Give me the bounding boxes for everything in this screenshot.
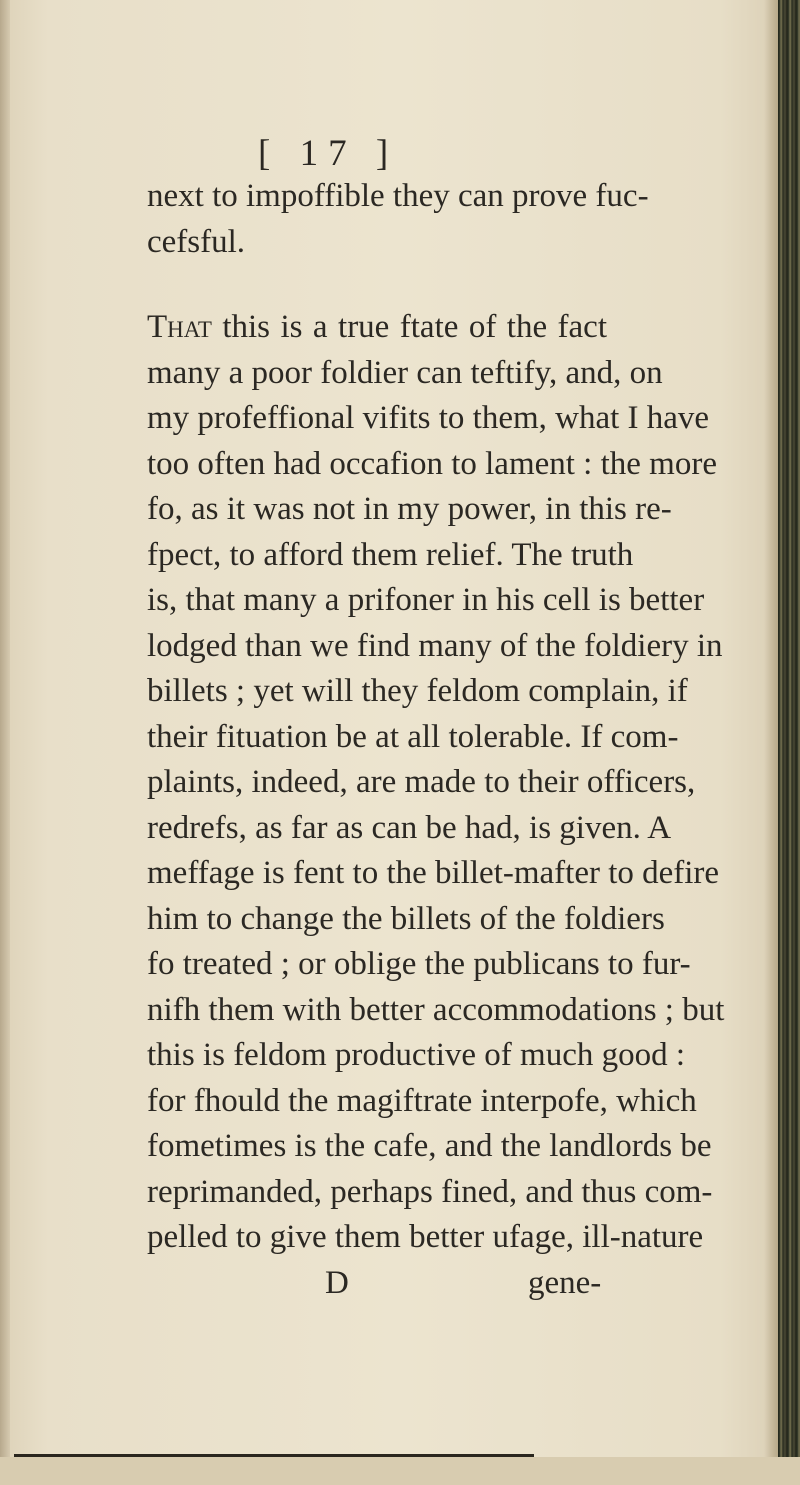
page-bottom-edge <box>0 1457 800 1485</box>
paragraph-line-14: him to change the billets of the foldiers <box>147 900 665 937</box>
paragraph-line-1 <box>147 305 607 351</box>
text-line-2: cefsful. <box>147 223 246 260</box>
paragraph-line-12: redrefs, as far as can be had, is given. A <box>147 809 672 846</box>
paragraph-line-11: plaints, indeed, are made to their officers, <box>147 764 696 800</box>
paragraph-line-21: pelled to give them better ufage, ill-nature <box>147 1219 704 1255</box>
paragraph-line-5: fo, as it was not in my power, in this re- <box>147 491 672 527</box>
footer-row <box>147 1261 607 1307</box>
paragraph-line-13: meffage is fent to the billet-mafter to defire <box>147 855 720 891</box>
paragraph-line-7: is, that many a prifoner in his cell is better <box>147 582 705 618</box>
paragraph-first-word: That <box>147 309 212 345</box>
paragraph-line-16: nifh them with better accommodations ; but <box>147 991 725 1028</box>
signature-mark: D <box>325 1264 349 1301</box>
text-line-1: next to impoffible they can prove fuc- <box>147 178 649 214</box>
paragraph-line-19: fometimes is the cafe, and the landlords be <box>147 1128 712 1164</box>
paragraph-line-1-text: this is a true ftate of the fact <box>222 309 607 345</box>
page-gutter-shadow <box>764 0 778 1485</box>
paragraph-line-9: billets ; yet will they feldom complain, if <box>147 673 688 709</box>
paragraph-line-8: lodged than we find many of the foldiery in <box>147 627 723 664</box>
catchword: gene- <box>528 1264 602 1301</box>
paragraph-line-6: fpect, to afford them relief. The truth <box>147 536 634 573</box>
paragraph-line-10: their fituation be at all tolerable. If com- <box>147 718 679 755</box>
paragraph-line-3: my profeffional vifits to them, what I have <box>147 400 710 436</box>
book-spine <box>778 0 800 1485</box>
paragraph-gap <box>147 265 607 305</box>
paragraph-line-4: too often had occafion to lament : the more <box>147 445 717 482</box>
page-left-edge <box>0 0 10 1485</box>
paragraph-line-15: fo treated ; or oblige the publicans to fur- <box>147 946 691 982</box>
page-number: [ 17 ] <box>258 133 399 174</box>
body-text <box>147 174 725 1306</box>
paragraph-line-2: many a poor foldier can teftify, and, on <box>147 354 663 391</box>
paragraph-line-20: reprimanded, perhaps fined, and thus com- <box>147 1173 713 1210</box>
paragraph-line-18: for fhould the magiftrate interpofe, which <box>147 1082 697 1119</box>
paragraph-line-17: this is feldom productive of much good : <box>147 1037 686 1073</box>
